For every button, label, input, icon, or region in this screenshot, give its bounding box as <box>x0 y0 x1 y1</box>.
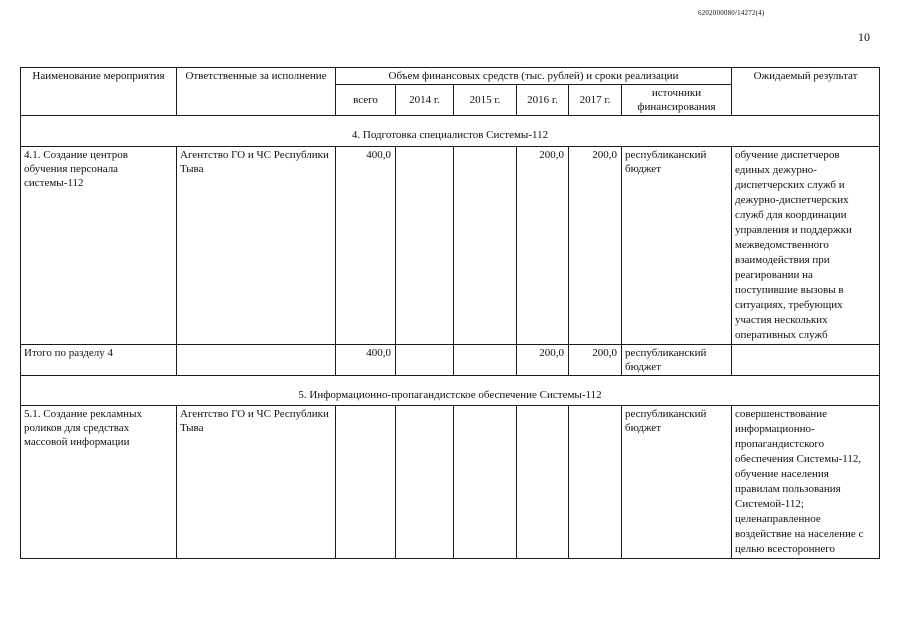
row-5-1-source: республиканский бюджет <box>622 406 732 559</box>
table-row-4-1 <box>21 147 880 345</box>
row-4-1-2015 <box>454 147 517 345</box>
total-4-2016: 200,0 <box>517 345 569 376</box>
section-5-title: 5. Информационно-пропагандистское обеспечение Системы-112 <box>21 376 880 406</box>
page-number: 10 <box>858 30 870 44</box>
row-4-1-total: 400,0 <box>336 147 396 345</box>
header-result: Ожидаемый результат <box>732 68 880 116</box>
row-4-1-2017: 200,0 <box>569 147 622 345</box>
header-total: всего <box>336 85 396 116</box>
total-4-2014 <box>396 345 454 376</box>
header-responsible: Ответственные за исполнение <box>177 68 336 116</box>
row-5-1-total <box>336 406 396 559</box>
row-4-1-source: республиканский бюджет <box>622 147 732 345</box>
table-row-total-4 <box>21 345 880 376</box>
funding-table <box>20 67 880 559</box>
total-4-source: республиканский бюджет <box>622 345 732 376</box>
header-row-1 <box>21 68 880 85</box>
row-5-1-responsible: Агентство ГО и ЧС Республики Тыва <box>177 406 336 559</box>
total-4-result <box>732 345 880 376</box>
header-2014: 2014 г. <box>396 85 454 116</box>
total-4-2017: 200,0 <box>569 345 622 376</box>
row-4-1-name: 4.1. Создание центров обучения персонала системы-112 <box>21 147 177 345</box>
row-4-1-responsible: Агентство ГО и ЧС Республики Тыва <box>177 147 336 345</box>
header-sources: источники финансирования <box>622 85 732 116</box>
row-4-1-2016: 200,0 <box>517 147 569 345</box>
row-5-1-2017 <box>569 406 622 559</box>
total-4-total: 400,0 <box>336 345 396 376</box>
total-4-name: Итого по разделу 4 <box>21 345 177 376</box>
total-4-2015 <box>454 345 517 376</box>
header-2017: 2017 г. <box>569 85 622 116</box>
row-4-1-2014 <box>396 147 454 345</box>
document-code: 6202000080/14272(4) <box>698 9 765 17</box>
row-5-1-2014 <box>396 406 454 559</box>
row-5-1-2015 <box>454 406 517 559</box>
header-2016: 2016 г. <box>517 85 569 116</box>
row-5-1-2016 <box>517 406 569 559</box>
header-name: Наименование мероприятия <box>21 68 177 116</box>
section-4-row <box>21 116 880 147</box>
row-4-1-result: обучение диспетчеров единых дежурно-диспетчерских служб и дежурно-диспетчерских служб для координации управления и поддержки межведомственного взаимодействия при реагировании на поступившие вызовы в ситуациях, требующих участия нескольких оперативных служб <box>732 147 880 345</box>
header-2015: 2015 г. <box>454 85 517 116</box>
row-5-1-result: совершенствование информационно-пропагандистского обеспечения Системы-112, обучение населения правилам пользования Системой-112; целенаправленное воздействие на население с целью всестороннего <box>732 406 880 559</box>
header-funding: Объем финансовых средств (тыс. рублей) и сроки реализации <box>336 68 732 85</box>
section-4-title: 4. Подготовка специалистов Системы-112 <box>21 116 880 147</box>
total-4-responsible <box>177 345 336 376</box>
section-5-row <box>21 376 880 406</box>
table-row-5-1 <box>21 406 880 559</box>
row-5-1-name: 5.1. Создание рекламных роликов для средствах массовой информации <box>21 406 177 559</box>
